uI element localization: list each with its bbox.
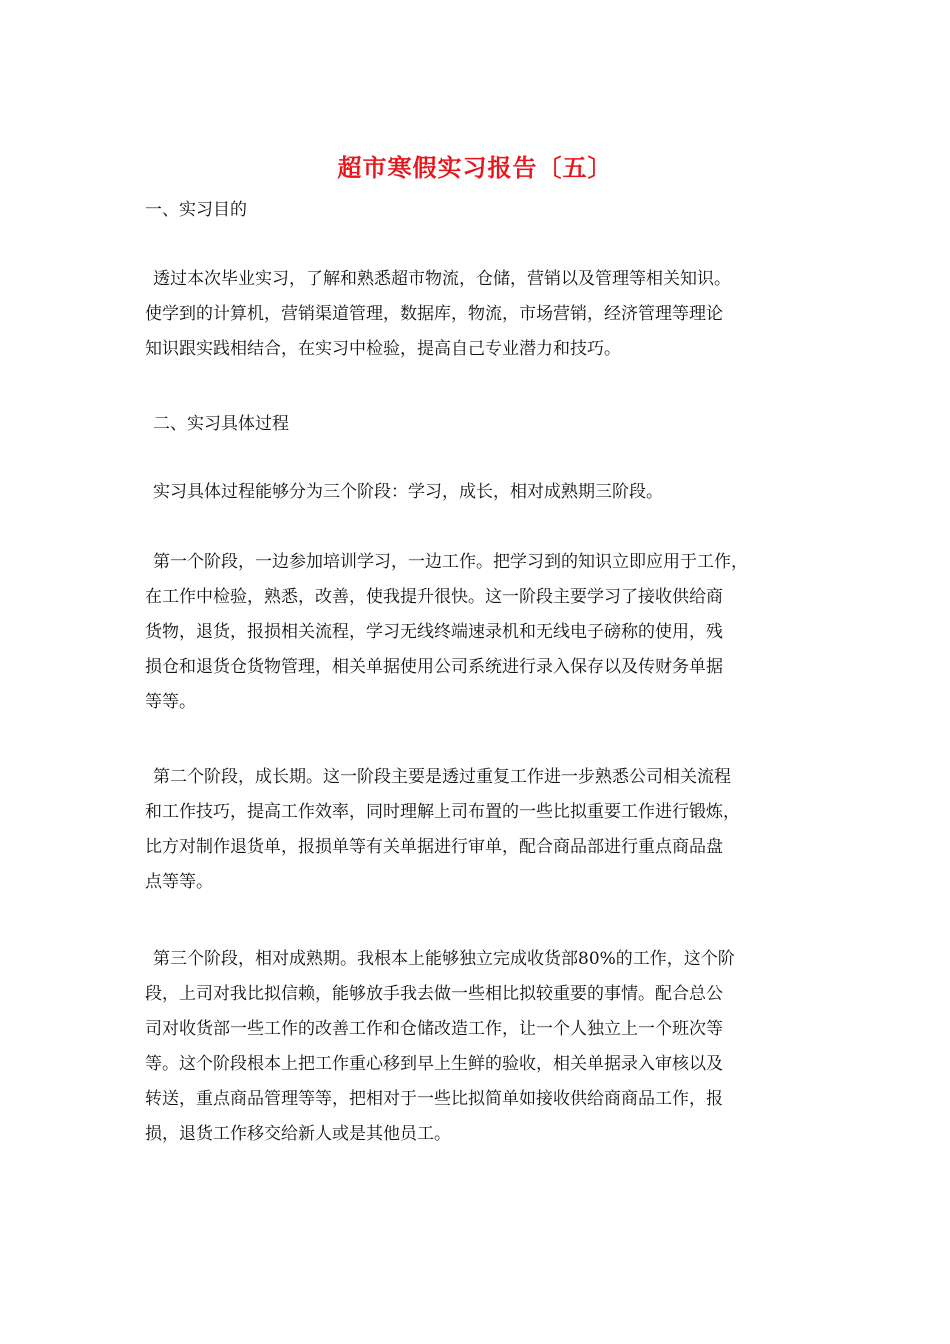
paragraph-stage2 [145, 760, 825, 900]
paragraph-stage3 [145, 942, 825, 1152]
paragraph-line: 第二个阶段，成长期。这一阶段主要是透过重复工作进一步熟悉公司相关流程 [153, 767, 731, 787]
document-title: 超市寒假实习报告〔五〕 [337, 153, 613, 182]
paragraph-line: 知识跟实践相结合，在实习中检验，提高自己专业潜力和技巧。 [145, 339, 621, 359]
paragraph-line: 使学到的计算机，营销渠道管理，数据库，物流，市场营销，经济管理等理论 [145, 304, 723, 324]
paragraph-line: 在工作中检验，熟悉，改善，使我提升很快。这一阶段主要学习了接收供给商 [145, 587, 723, 607]
paragraph-line: 点等等。 [145, 872, 213, 892]
paragraph-intro [145, 475, 825, 510]
paragraph-line: 司对收货部一些工作的改善工作和仓储改造工作，让一个人独立上一个班次等 [145, 1019, 723, 1039]
paragraph-line: 损仓和退货仓货物管理，相关单据使用公司系统进行录入保存以及传财务单据 [145, 657, 723, 677]
paragraph-line: 损，退货工作移交给新人或是其他员工。 [145, 1124, 451, 1144]
paragraph-line: 实习具体过程能够分为三个阶段：学习，成长，相对成熟期三阶段。 [153, 482, 663, 502]
paragraph-line: 货物，退货，报损相关流程，学习无线终端速录机和无线电子磅称的使用，残 [145, 622, 723, 642]
paragraph-line: 第三个阶段，相对成熟期。我根本上能够独立完成收货部80%的工作，这个阶 [153, 949, 735, 969]
section-heading-purpose: 一、实习目的 [145, 200, 247, 220]
paragraph-stage1 [145, 545, 825, 720]
paragraph-line: 比方对制作退货单，报损单等有关单据进行审单，配合商品部进行重点商品盘 [145, 837, 723, 857]
section-heading-process: 二、实习具体过程 [153, 414, 289, 434]
paragraph-line: 转送，重点商品管理等等，把相对于一些比拟简单如接收供给商商品工作，报 [145, 1089, 723, 1109]
paragraph-line: 段，上司对我比拟信赖，能够放手我去做一些相比拟较重要的事情。配合总公 [145, 984, 723, 1004]
paragraph-line: 等等。 [145, 692, 196, 712]
paragraph-line: 第一个阶段，一边参加培训学习，一边工作。把学习到的知识立即应用于工作， [153, 552, 748, 572]
paragraph-line: 等。这个阶段根本上把工作重心移到早上生鲜的验收，相关单据录入审核以及 [145, 1054, 723, 1074]
paragraph-purpose [145, 262, 825, 367]
paragraph-line: 透过本次毕业实习，了解和熟悉超市物流，仓储，营销以及管理等相关知识。 [153, 269, 731, 289]
paragraph-line: 和工作技巧，提高工作效率，同时理解上司布置的一些比拟重要工作进行锻炼， [145, 802, 740, 822]
